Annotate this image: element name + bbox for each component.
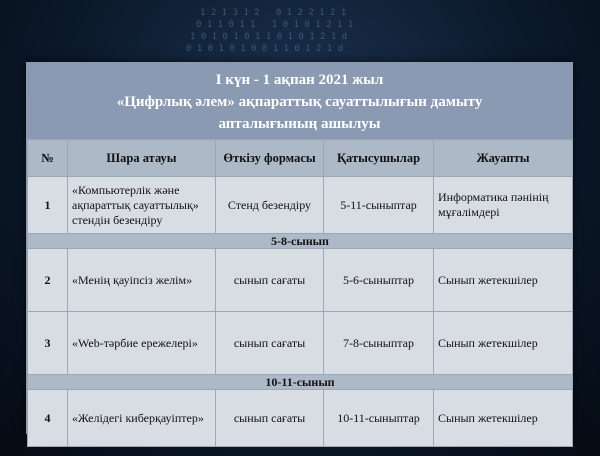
digit-row: 1 2 1 3 1 2 0 1 2 2 1 2 1 (200, 8, 347, 18)
section-row (28, 234, 573, 249)
event-participants: 5-11-сыныптар (324, 177, 434, 234)
header-participants: Қатысушылар (324, 140, 434, 177)
row-number: 2 (28, 249, 68, 312)
table-row (28, 177, 573, 234)
header-event-name: Шара атауы (68, 140, 216, 177)
event-form: сынып сағаты (216, 249, 324, 312)
event-form: сынып сағаты (216, 312, 324, 375)
event-responsible: Сынып жетекшілер (434, 312, 573, 375)
events-table (27, 139, 573, 447)
table-row (28, 312, 573, 375)
title-line-3: апталығының ашылуы (218, 116, 381, 132)
table-row (28, 249, 573, 312)
event-name: «Менің қауіпсіз желім» (68, 249, 216, 312)
event-participants: 5-6-сыныптар (324, 249, 434, 312)
digit-row: 1 0 1 0 1 0 1 1 0 1 0 1 2 1 d (190, 32, 348, 42)
event-participants: 7-8-сыныптар (324, 312, 434, 375)
header-responsible: Жауапты (434, 140, 573, 177)
row-number: 4 (28, 390, 68, 447)
event-name: «Компьютерлік және ақпараттық сауаттылық» стендін безендіру (68, 177, 216, 234)
event-name: «Желідегі киберқауіптер» (68, 390, 216, 447)
event-form: Стенд безендіру (216, 177, 324, 234)
table-row (28, 390, 573, 447)
header-form: Өткізу формасы (216, 140, 324, 177)
event-responsible: Информатика пәнінің мұғалімдері (434, 177, 573, 234)
event-participants: 10-11-сыныптар (324, 390, 434, 447)
header-number: № (28, 140, 68, 177)
row-number: 1 (28, 177, 68, 234)
slide (26, 62, 573, 434)
title-line-2: «Цифрлық әлем» ақпараттық сауаттылығын дамыту (116, 94, 483, 110)
section-label: 5-8-сынып (28, 234, 573, 249)
background-binary-digits (0, 0, 600, 70)
event-responsible: Сынып жетекшілер (434, 390, 573, 447)
table-header-row (28, 140, 573, 177)
title-box (27, 63, 572, 139)
event-name: «Web-тәрбие ережелері» (68, 312, 216, 375)
section-row (28, 375, 573, 390)
event-responsible: Сынып жетекшілер (434, 249, 573, 312)
section-label: 10-11-сынып (28, 375, 573, 390)
digit-row: 0 1 0 1 0 1 0 0 1 1 0 1 2 1 d (186, 44, 344, 54)
event-form: сынып сағаты (216, 390, 324, 447)
row-number: 3 (28, 312, 68, 375)
title-line-1: І күн - 1 ақпан 2021 жыл (215, 72, 384, 88)
digit-row: 0 1 1 0 1 1 1 0 1 0 1 2 1 1 (196, 20, 354, 30)
